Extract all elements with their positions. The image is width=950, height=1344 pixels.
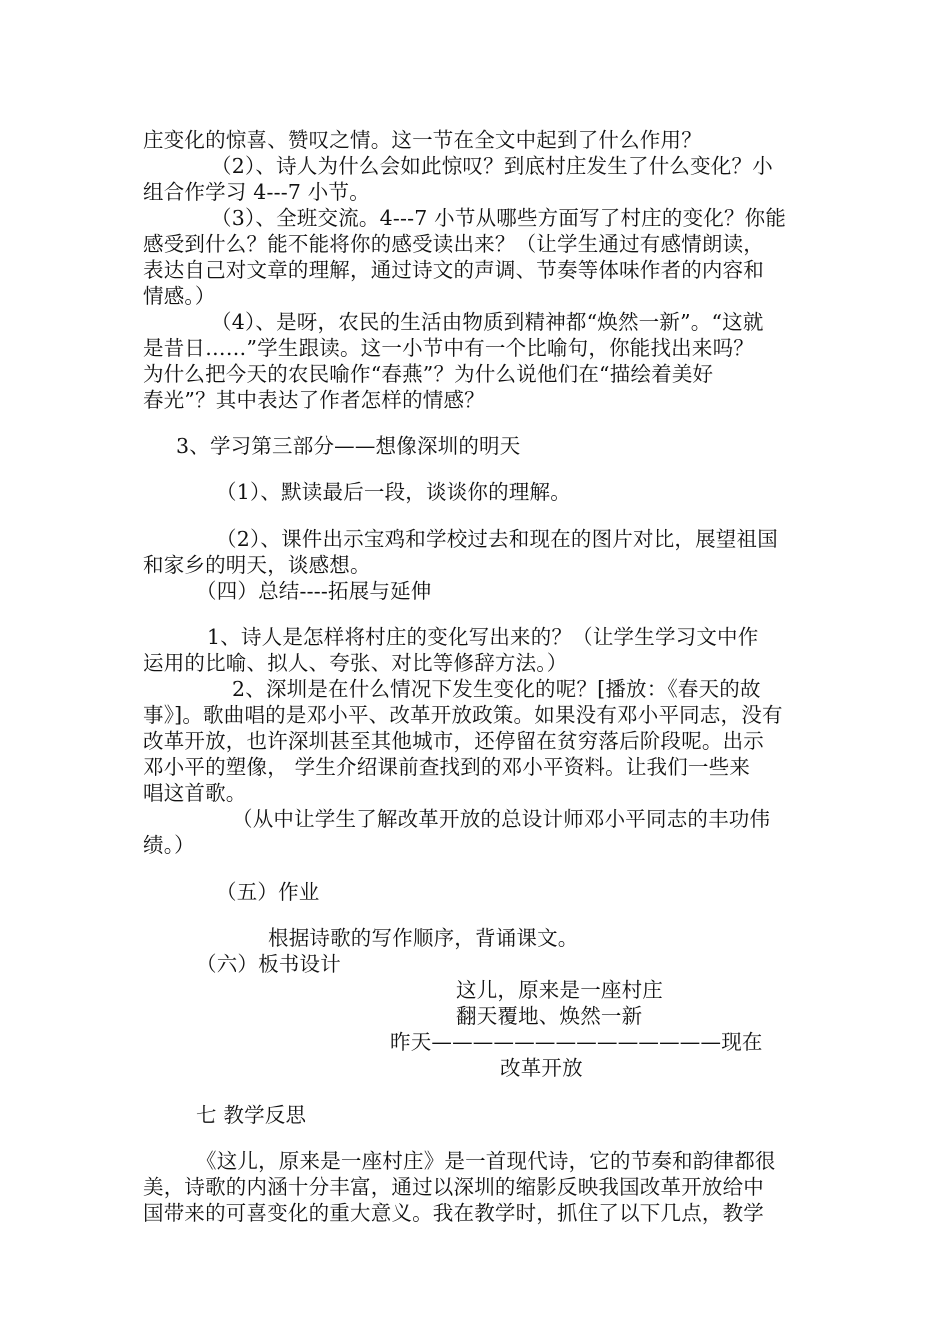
board-line: 昨天——————————————现在: [390, 1030, 763, 1054]
paragraph-line: 是昔日……”学生跟读。这一小节中有一个比喻句，你能找出来吗？: [143, 336, 754, 360]
board-line: 改革开放: [500, 1056, 583, 1080]
paragraph-line: 绩。）: [143, 833, 195, 857]
paragraph-line: 《这儿，原来是一座村庄》是一首现代诗，它的节奏和韵律都很: [196, 1149, 776, 1173]
section-heading: （五）作业: [216, 880, 320, 904]
paragraph-line: 感受到什么？能不能将你的感受读出来？（让学生通过有感情朗读，: [143, 232, 764, 256]
paragraph-line: 为什么把今天的农民喻作“春燕”？为什么说他们在“描绘着美好: [143, 362, 714, 386]
paragraph-line: 国带来的可喜变化的重大意义。我在教学时，抓住了以下几点，教学: [143, 1201, 764, 1225]
paragraph-line: 情感。）: [143, 284, 216, 308]
paragraph-line: 改革开放，也许深圳甚至其他城市，还停留在贫穷落后阶段呢。出示: [143, 729, 764, 753]
section-heading: （四）总结----拓展与延伸: [196, 579, 432, 603]
section-heading: 3、学习第三部分——想像深圳的明天: [176, 434, 521, 458]
section-heading: 七 教学反思: [196, 1103, 307, 1127]
paragraph-line: （从中让学生了解改革开放的总设计师邓小平同志的丰功伟: [232, 807, 771, 831]
paragraph-line: 1、诗人是怎样将村庄的变化写出来的？（让学生学习文中作: [207, 625, 759, 649]
paragraph-line: 美，诗歌的内涵十分丰富，通过以深圳的缩影反映我国改革开放给中: [143, 1175, 764, 1199]
paragraph-line: 春光”？其中表达了作者怎样的情感？: [143, 388, 485, 412]
paragraph-line: （2）、课件出示宝鸡和学校过去和现在的图片对比，展望祖国: [216, 527, 778, 551]
paragraph-line: （1）、默读最后一段，谈谈你的理解。: [216, 480, 571, 504]
paragraph-line: （4）、是呀，农民的生活由物质到精神都“焕然一新”。“这就: [211, 310, 764, 334]
board-line: 这儿，原来是一座村庄: [456, 978, 663, 1002]
paragraph-line: 表达自己对文章的理解，通过诗文的声调、节奏等体味作者的内容和: [143, 258, 764, 282]
paragraph-line: （2）、诗人为什么会如此惊叹？到底村庄发生了什么变化？小: [211, 154, 773, 178]
paragraph-line: 根据诗歌的写作顺序，背诵课文。: [268, 926, 579, 950]
paragraph-line: 2、深圳是在什么情况下发生变化的呢？[播放：《春天的故: [232, 677, 761, 701]
paragraph-line: 庄变化的惊喜、赞叹之情。这一节在全文中起到了什么作用？: [143, 128, 702, 152]
paragraph-line: 邓小平的塑像， 学生介绍课前查找到的邓小平资料。让我们一些来: [143, 755, 751, 779]
board-line: 翻天覆地、焕然一新: [456, 1004, 643, 1028]
section-heading: （六）板书设计: [196, 952, 341, 976]
paragraph-line: 组合作学习 4---7 小节。: [143, 180, 370, 204]
paragraph-line: 唱这首歌。: [143, 781, 247, 805]
paragraph-line: 事》]。歌曲唱的是邓小平、改革开放政策。如果没有邓小平同志，没有: [143, 703, 783, 727]
paragraph-line: （3）、全班交流。4---7 小节从哪些方面写了村庄的变化？你能: [211, 206, 787, 230]
paragraph-line: 和家乡的明天，谈感想。: [143, 553, 371, 577]
paragraph-line: 运用的比喻、拟人、夸张、对比等修辞方法。）: [143, 651, 568, 675]
